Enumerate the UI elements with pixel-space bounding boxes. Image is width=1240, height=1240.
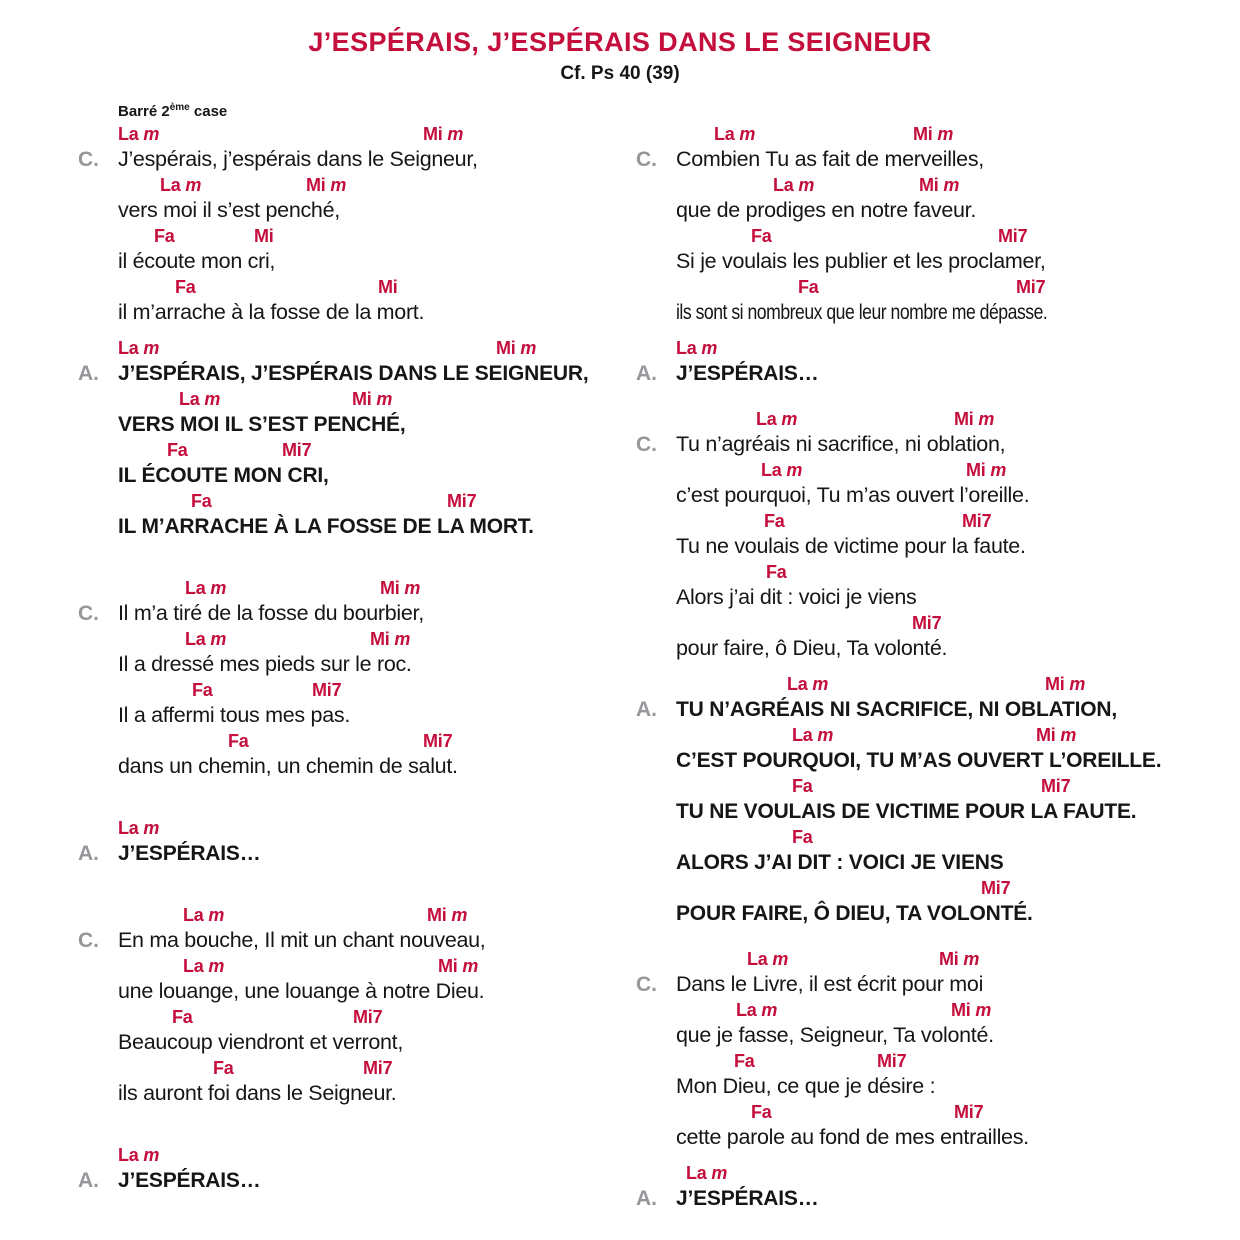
section-lines <box>118 337 636 541</box>
chord-symbol: Fa <box>154 226 175 246</box>
lyric-line: Il a dressé mes pieds sur le roc. <box>118 652 412 676</box>
chord-symbol: Mi m <box>919 175 960 195</box>
chord-line <box>118 1057 636 1079</box>
lyric-line: TU N’AGRÉAIS NI SACRIFICE, NI OBLATION, <box>676 698 1117 721</box>
section-lines <box>118 123 636 327</box>
section-lines <box>676 1162 1224 1213</box>
column-left <box>78 123 636 1213</box>
page-title: J’ESPÉRAIS, J’ESPÉRAIS DANS LE SEIGNEUR <box>308 27 932 57</box>
chord-line <box>118 337 636 359</box>
section-lines <box>676 673 1224 928</box>
lyric-line: POUR FAIRE, Ô DIEU, TA VOLONTÉ. <box>676 902 1033 925</box>
chord-line <box>676 174 1224 196</box>
chord-symbol: Fa <box>213 1058 234 1078</box>
section-marker: C. <box>78 602 99 625</box>
chord-symbol: La m <box>676 338 718 358</box>
lyric-line: En ma bouche, Il mit un chant nouveau, <box>118 928 486 952</box>
chord-line <box>118 1144 636 1166</box>
chord-symbol: La m <box>787 674 829 694</box>
section-lines <box>676 337 1224 388</box>
refrain-section <box>636 1162 1224 1213</box>
lyric-line: J’espérais, j’espérais dans le Seigneur, <box>118 147 478 171</box>
chord-symbol: Mi7 <box>1041 776 1071 796</box>
lyric-line: J’ESPÉRAIS, J’ESPÉRAIS DANS LE SEIGNEUR, <box>118 362 589 385</box>
chord-symbol: Fa <box>167 440 188 460</box>
chord-line <box>118 904 636 926</box>
capo-note <box>118 102 1240 120</box>
chord-line <box>676 1050 1224 1072</box>
chord-symbol: Mi m <box>306 175 347 195</box>
chord-symbol: La m <box>736 1000 778 1020</box>
section-marker: A. <box>636 698 657 721</box>
chord-symbol: La m <box>773 175 815 195</box>
lyric-line: Tu ne voulais de victime pour la faute. <box>676 534 1026 558</box>
verse-section <box>636 408 1224 663</box>
column-right <box>636 123 1224 1213</box>
chord-line <box>676 826 1224 848</box>
verse-section <box>636 123 1224 327</box>
capo-note-suffix: case <box>189 103 228 120</box>
section-marker: A. <box>636 362 657 385</box>
chord-symbol: Fa <box>798 277 819 297</box>
chord-symbol: Mi7 <box>447 491 477 511</box>
chord-symbol: Mi7 <box>912 613 942 633</box>
chord-line <box>118 679 636 701</box>
section-marker: C. <box>78 929 99 952</box>
lyric-line: ALORS J’AI DIT : VOICI JE VIENS <box>676 851 1004 874</box>
chord-line <box>118 225 636 247</box>
chord-symbol: Fa <box>751 1102 772 1122</box>
chord-symbol: Fa <box>792 827 813 847</box>
chord-symbol: Mi m <box>370 629 411 649</box>
lyric-line: C’EST POURQUOI, TU M’AS OUVERT L’OREILLE. <box>676 749 1162 772</box>
chord-symbol: Mi7 <box>1016 277 1046 297</box>
chord-symbol: La m <box>118 818 160 838</box>
lyric-line: Combien Tu as fait de merveilles, <box>676 147 984 171</box>
chord-symbol: Mi m <box>1036 725 1077 745</box>
chord-line <box>118 276 636 298</box>
lyric-line: J’ESPÉRAIS… <box>676 1187 819 1210</box>
lyric-line: il m’arrache à la fosse de la mort. <box>118 300 425 324</box>
refrain-section <box>78 817 636 868</box>
chord-symbol: La m <box>686 1163 728 1183</box>
section-marker: A. <box>636 1187 657 1210</box>
lyric-line: Alors j’ai dit : voici je viens <box>676 585 917 609</box>
chord-symbol: La m <box>118 338 160 358</box>
lyric-line: ils sont si nombreux que leur nombre me dépasse. <box>676 300 1048 324</box>
chord-symbol: Fa <box>751 226 772 246</box>
verse-section <box>636 948 1224 1152</box>
chord-symbol: La m <box>792 725 834 745</box>
refrain-section <box>636 673 1224 928</box>
chord-line <box>676 225 1224 247</box>
section-marker: C. <box>636 433 657 456</box>
lyric-line: dans un chemin, un chemin de salut. <box>118 754 458 778</box>
chord-symbol: Mi7 <box>954 1102 984 1122</box>
verse-section <box>78 577 636 781</box>
lyric-line: IL M’ARRACHE À LA FOSSE DE LA MORT. <box>118 515 534 538</box>
chord-line <box>118 628 636 650</box>
chord-symbol: Mi7 <box>962 511 992 531</box>
lyric-line: Tu n’agréais ni sacrifice, ni oblation, <box>676 432 1006 456</box>
chord-line <box>676 775 1224 797</box>
chord-line <box>676 724 1224 746</box>
chord-line <box>676 123 1224 145</box>
chord-symbol: La m <box>747 949 789 969</box>
song-columns <box>0 123 1240 1213</box>
refrain-section <box>78 337 636 541</box>
lyric-line: que de prodiges en notre faveur. <box>676 198 976 222</box>
chord-line <box>676 337 1224 359</box>
lyric-line: cette parole au fond de mes entrailles. <box>676 1125 1029 1149</box>
chord-symbol: Mi m <box>966 460 1007 480</box>
lyric-line: c’est pourquoi, Tu m’as ouvert l’oreille. <box>676 483 1030 507</box>
chord-line <box>676 999 1224 1021</box>
chord-symbol: Fa <box>172 1007 193 1027</box>
lyric-line: Il a affermi tous mes pas. <box>118 703 350 727</box>
chord-line <box>118 1006 636 1028</box>
chord-line <box>118 577 636 599</box>
chord-line <box>676 408 1224 430</box>
lyric-line: J’ESPÉRAIS… <box>676 362 819 385</box>
chord-symbol: La m <box>185 578 227 598</box>
chord-line <box>676 510 1224 532</box>
lyric-line: pour faire, ô Dieu, Ta volonté. <box>676 636 948 660</box>
page-subtitle: Cf. Ps 40 (39) <box>560 63 680 84</box>
chord-symbol: Mi7 <box>353 1007 383 1027</box>
chord-symbol: La m <box>761 460 803 480</box>
chord-symbol: Mi m <box>939 949 980 969</box>
refrain-section <box>78 1144 636 1195</box>
chord-line <box>676 1101 1224 1123</box>
chord-symbol: Mi m <box>427 905 468 925</box>
chord-symbol: La m <box>179 389 221 409</box>
chord-symbol: Fa <box>766 562 787 582</box>
section-marker: C. <box>78 148 99 171</box>
section-lines <box>118 1144 636 1195</box>
chord-symbol: La m <box>185 629 227 649</box>
capo-note-text: Barré 2 <box>118 103 170 120</box>
lyric-line: Il m’a tiré de la fosse du bourbier, <box>118 601 424 625</box>
chord-symbol: La m <box>714 124 756 144</box>
chord-symbol: Mi m <box>496 338 537 358</box>
chord-line <box>676 948 1224 970</box>
chord-symbol: Fa <box>228 731 249 751</box>
chord-line <box>118 730 636 752</box>
section-marker: C. <box>636 973 657 996</box>
lyric-line: que je fasse, Seigneur, Ta volonté. <box>676 1023 994 1047</box>
lyric-line: IL ÉCOUTE MON CRI, <box>118 464 329 487</box>
chord-symbol: Mi m <box>423 124 464 144</box>
chord-symbol: Mi7 <box>981 878 1011 898</box>
chord-line <box>118 388 636 410</box>
section-lines <box>118 577 636 781</box>
chord-symbol: Fa <box>792 776 813 796</box>
section-marker: A. <box>78 362 99 385</box>
lyric-line: J’ESPÉRAIS… <box>118 842 261 865</box>
lyric-line: Dans le Livre, il est écrit pour moi <box>676 972 984 996</box>
chord-symbol: Mi7 <box>877 1051 907 1071</box>
section-marker: C. <box>636 148 657 171</box>
chord-symbol: Fa <box>764 511 785 531</box>
chord-symbol: Mi m <box>954 409 995 429</box>
section-lines <box>118 904 636 1108</box>
lyric-line: Si je voulais les publier et les proclamer, <box>676 249 1046 273</box>
chord-line <box>676 459 1224 481</box>
verse-section <box>78 904 636 1108</box>
chord-symbol: Fa <box>734 1051 755 1071</box>
section-lines <box>676 123 1224 327</box>
chord-line <box>676 877 1224 899</box>
chord-line <box>118 439 636 461</box>
chord-symbol: La m <box>183 905 225 925</box>
chord-line <box>676 612 1224 634</box>
chord-symbol: Mi m <box>380 578 421 598</box>
chord-symbol: Mi m <box>438 956 479 976</box>
chord-line <box>118 817 636 839</box>
chord-symbol: Fa <box>175 277 196 297</box>
chord-line <box>118 490 636 512</box>
chord-line <box>118 955 636 977</box>
lyric-line: VERS MOI IL S’EST PENCHÉ, <box>118 413 406 436</box>
chord-symbol: Fa <box>192 680 213 700</box>
chord-symbol: Mi m <box>951 1000 992 1020</box>
chord-symbol: La m <box>118 124 160 144</box>
chord-symbol: Mi <box>254 226 274 246</box>
chord-symbol: Mi7 <box>363 1058 393 1078</box>
chord-symbol: La m <box>160 175 202 195</box>
chord-symbol: Mi m <box>352 389 393 409</box>
chord-symbol: Mi7 <box>312 680 342 700</box>
chord-symbol: Fa <box>191 491 212 511</box>
chord-symbol: Mi <box>378 277 398 297</box>
lyric-line: vers moi il s’est penché, <box>118 198 340 222</box>
chord-symbol: Mi7 <box>998 226 1028 246</box>
chord-line <box>118 123 636 145</box>
chord-symbol: Mi m <box>913 124 954 144</box>
chord-line <box>676 1162 1224 1184</box>
chord-line <box>676 276 1224 298</box>
chord-line <box>118 174 636 196</box>
capo-note-superscript: ème <box>169 102 190 113</box>
verse-section <box>78 123 636 327</box>
chord-symbol: La m <box>118 1145 160 1165</box>
section-marker: A. <box>78 842 99 865</box>
lyric-line: une louange, une louange à notre Dieu. <box>118 979 485 1003</box>
lyric-line: Mon Dieu, ce que je désire : <box>676 1074 936 1098</box>
chord-line <box>676 673 1224 695</box>
chord-symbol: La m <box>183 956 225 976</box>
lyric-line: Beaucoup viendront et verront, <box>118 1030 404 1054</box>
section-lines <box>676 408 1224 663</box>
chord-symbol: Mi7 <box>423 731 453 751</box>
lyric-line: TU NE VOULAIS DE VICTIME POUR LA FAUTE. <box>676 800 1137 823</box>
chord-line <box>676 561 1224 583</box>
chord-symbol: Mi7 <box>282 440 312 460</box>
chord-symbol: La m <box>756 409 798 429</box>
chord-symbol: Mi m <box>1045 674 1086 694</box>
lyric-line: il écoute mon cri, <box>118 249 276 273</box>
lyric-line: J’ESPÉRAIS… <box>118 1169 261 1192</box>
section-lines <box>676 948 1224 1152</box>
section-marker: A. <box>78 1169 99 1192</box>
lyric-line: ils auront foi dans le Seigneur. <box>118 1081 397 1105</box>
section-lines <box>118 817 636 868</box>
refrain-section <box>636 337 1224 388</box>
